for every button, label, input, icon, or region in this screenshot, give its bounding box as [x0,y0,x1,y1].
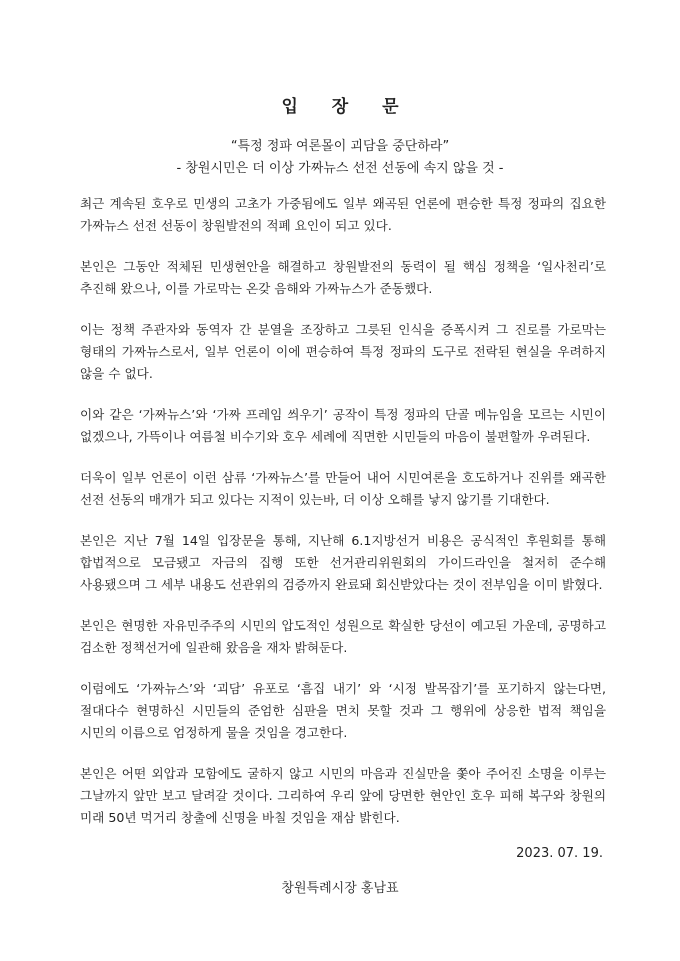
paragraph-9: 본인은 어떤 외압과 모함에도 굴하지 않고 시민의 마음과 진실만을 쫓아 주어진 소명을 이루는 그날까지 앞만 보고 달려갈 것이다. 그리하여 우리 앞에 당면한 현안인 호우 피해 복구와 창원의 미래 50년 먹거리 창출에 신명을 바칠 것임을 재삼 밝힌다. [80,766,606,825]
paragraph-7: 본인은 현명한 자유민주주의 시민의 압도적인 성원으로 확실한 당선이 예고된 가운데, 공명하고 검소한 정책선거에 일관해 왔음을 재차 밝혀둔다. [80,618,606,655]
document-subtitle-quote: “특정 정파 여론몰이 괴담을 중단하라” [230,139,450,154]
document-subtitle: - 창원시민은 더 이상 가짜뉴스 선전 선동에 속지 않을 것 - [176,161,504,176]
paragraph-8: 이럼에도 ‘가짜뉴스’와 ‘괴담’ 유포로 ‘흠집 내기’ 와 ‘시정 발목잡기’를 포기하지 않는다면, 절대다수 현명하신 시민들의 준엄한 심판을 면치 못할 것과 그 행위에 상응한 법적 책임을 시민의 이름으로 엄정하게 물을 것임을 경고한다. [80,681,606,740]
paragraph-2: 본인은 그동안 적체된 민생현안을 해결하고 창원발전의 동력이 될 핵심 정책을 ‘일사천리’로 추진해 왔으나, 이를 가로막는 온갖 음해와 가짜뉴스가 준동했다. [80,259,606,296]
signature: 창원특례시장 홍남표 [281,881,399,896]
paragraph-5: 더욱이 일부 언론이 이런 삼류 ‘가짜뉴스’를 만들어 내어 시민여론을 호도하거나 진위를 왜곡한 선전 선동의 매개가 되고 있다는 지적이 있는바, 더 이상 오해를 낳지 않기를 기대한다. [80,470,606,507]
paragraph-3: 이는 정책 주관자와 동역자 간 분열을 조장하고 그릇된 인식을 증폭시켜 그 진로를 가로막는 형태의 가짜뉴스로서, 일부 언론이 이에 편승하여 특정 정파의 도구로 전락된 현실을 우려하지 않을 수 없다. [80,322,606,381]
document-body [80,193,606,848]
document-date: 2023. 07. 19. [516,846,603,861]
paragraph-1: 최근 계속된 호우로 민생의 고초가 가중됨에도 일부 왜곡된 언론에 편승한 특정 정파의 집요한 가짜뉴스 선전 선동이 창원발전의 적폐 요인이 되고 있다. [80,196,606,233]
document-title: 입 장 문 [281,97,413,117]
paragraph-6: 본인은 지난 7월 14일 입장문을 통해, 지난해 6.1지방선거 비용은 공식적인 후원회를 통해 합법적으로 모금됐고 자금의 집행 또한 선거관리위원회의 가이드라인을 철저히 준수해 사용됐으며 그 세부 내용도 선관위의 검증까지 완료돼 회신받았다는 것이 전부임을 이미 밝혔다. [80,533,606,592]
paragraph-4: 이와 같은 ‘가짜뉴스’와 ‘가짜 프레임 씌우기’ 공작이 특정 정파의 단골 메뉴임을 모르는 시민이 없겠으나, 가뜩이나 여름철 비수기와 호우 세례에 직면한 시민들의 마음이 불편할까 우려된다. [80,407,606,444]
